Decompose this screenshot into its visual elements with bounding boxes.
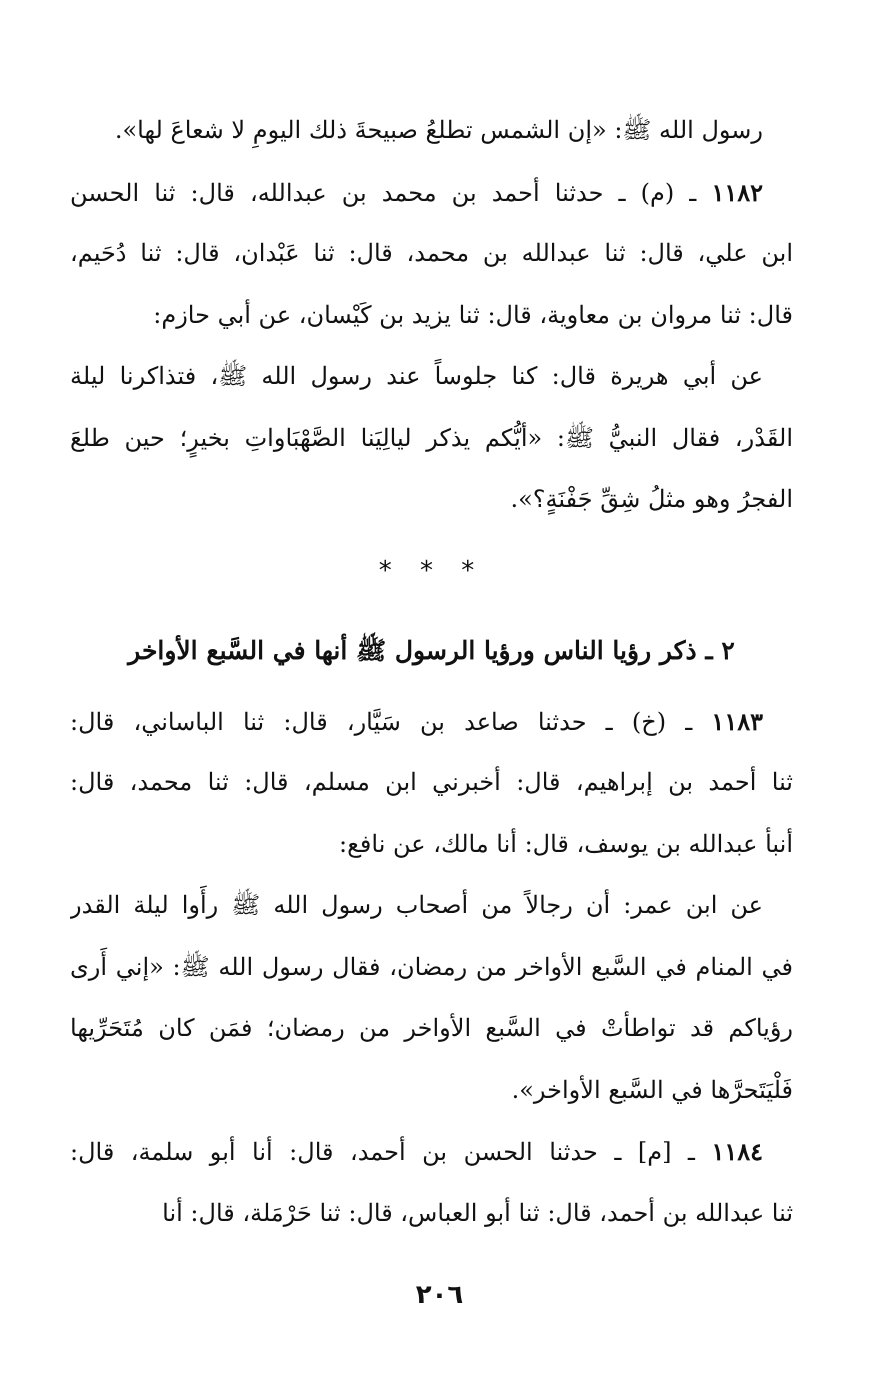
text-line bbox=[70, 875, 793, 937]
text-line bbox=[70, 998, 793, 1060]
line-text: أنبأ عبدالله بن يوسف، قال: أنا مالك، عن نافع: bbox=[339, 829, 793, 858]
line-text: القَدْر، فقال النبيُّ ﷺ: «أيُّكم يذكر ليالِيَنا الصَّهْبَاواتِ بخيرٍ؛ حين طلعَ bbox=[70, 423, 793, 452]
paragraph bbox=[70, 162, 793, 347]
line-text: قال: ثنا مروان بن معاوية، قال: ثنا يزيد بن كَيْسان، عن أبي حازم: bbox=[153, 300, 793, 329]
text-line bbox=[70, 814, 793, 876]
text-line bbox=[70, 691, 793, 753]
paragraph bbox=[70, 875, 793, 1121]
line-text: ثنا أحمد بن إبراهيم، قال: أخبرني ابن مسلم، قال: ثنا محمد، قال: bbox=[70, 768, 793, 796]
text-line bbox=[70, 1183, 793, 1245]
line-text: رسول الله ﷺ: «إن الشمس تطلعُ صبيحةَ ذلك اليومِ لا شعاعَ لها». bbox=[114, 116, 763, 144]
paragraph bbox=[70, 346, 793, 531]
line-text: رؤياكم قد تواطأتْ في السَّبع الأواخر من رمضان؛ فمَن كان مُتَحَرِّيها bbox=[70, 1014, 793, 1042]
book-page-text bbox=[70, 100, 793, 1244]
text-line bbox=[70, 469, 793, 531]
section-separator: * * * bbox=[378, 555, 485, 586]
paragraph bbox=[70, 691, 793, 876]
paragraph bbox=[70, 1121, 793, 1244]
chapter-heading: ٢ ـ ذكر رؤيا الناس ورؤيا الرسول ﷺ أنها في السَّبع الأواخر bbox=[128, 635, 735, 665]
text-line bbox=[70, 223, 793, 285]
line-text: في المنام في السَّبع الأواخر من رمضان، فقال رسول الله ﷺ: «إني أَرى bbox=[70, 952, 793, 981]
line-text: عن ابن عمر: أن رجالاً من أصحاب رسول الله ﷺ رأَوا ليلة القدر bbox=[70, 891, 763, 919]
text-line bbox=[70, 162, 793, 224]
line-text: الفجرُ وهو مثلُ شِقِّ جَفْنَةٍ؟». bbox=[510, 485, 793, 513]
text-line bbox=[70, 100, 793, 162]
paragraph bbox=[70, 100, 793, 162]
page-number: ٢٠٦ bbox=[415, 1280, 464, 1310]
hadith-number: ١١٨٢ bbox=[711, 177, 763, 207]
line-text: ـ [م] ـ حدثنا الحسن بن أحمد، قال: أنا أبو سلمة، قال: bbox=[70, 1138, 695, 1166]
line-text: ثنا عبدالله بن أحمد، قال: ثنا أبو العباس، قال: ثنا حَرْمَلة، قال: أنا bbox=[162, 1198, 793, 1227]
line-text: ـ (م) ـ حدثنا أحمد بن محمد بن عبدالله، قال: ثنا الحسن bbox=[70, 178, 697, 207]
hadith-number: ١١٨٣ bbox=[711, 706, 763, 736]
text-line bbox=[70, 1060, 793, 1122]
text-line bbox=[70, 346, 793, 408]
line-text: ـ (خ) ـ حدثنا صاعد بن سَيَّار، قال: ثنا الباساني، قال: bbox=[70, 707, 693, 736]
text-line bbox=[70, 752, 793, 814]
text-line bbox=[70, 937, 793, 999]
line-text: عن أبي هريرة قال: كنا جلوساً عند رسول الله ﷺ، فتذاكرنا ليلة bbox=[70, 362, 763, 390]
line-text: فَلْيَتَحرَّها في السَّبع الأواخر». bbox=[511, 1075, 793, 1104]
text-line bbox=[70, 408, 793, 470]
hadith-number: ١١٨٤ bbox=[711, 1137, 763, 1166]
text-line bbox=[70, 285, 793, 347]
text-line bbox=[70, 1121, 793, 1183]
line-text: ابن علي، قال: ثنا عبدالله بن محمد، قال: ثنا عَبْدان، قال: ثنا دُحَيم، bbox=[70, 239, 793, 267]
